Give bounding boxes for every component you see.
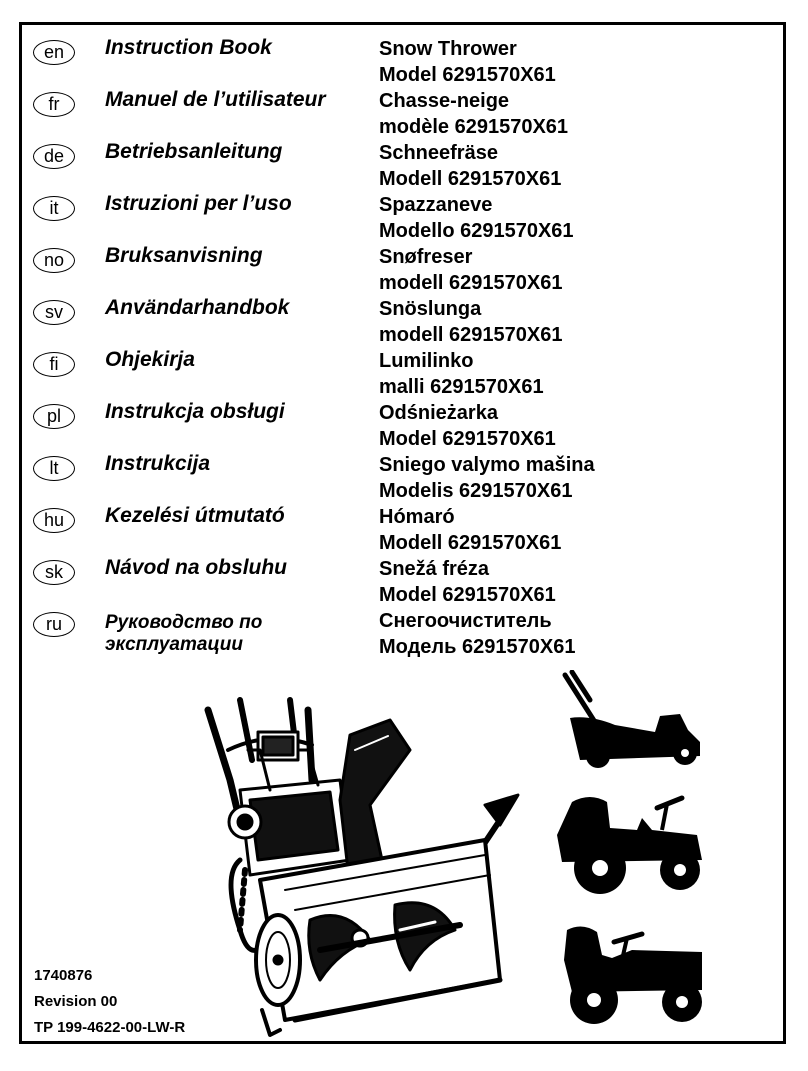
manual-title: Ohjekirja [105,348,195,371]
product-name: Snežá fréza [379,558,490,580]
language-code-badge: fr [33,92,75,117]
model-number: malli 6291570X61 [379,376,544,398]
revision: Revision 00 [34,993,118,1010]
product-info [379,88,568,140]
product-name: Lumilinko [379,350,474,372]
model-number: modèle 6291570X61 [379,116,569,138]
product-name: Schneefräse [379,142,498,164]
model-number: Modell 6291570X61 [379,168,562,190]
product-name: Chasse-neige [379,90,510,112]
language-code-badge: ru [33,612,75,637]
model-number: Modelis 6291570X61 [379,480,573,502]
language-code-badge: en [33,40,75,65]
language-row-lt [33,446,773,502]
language-row-it [33,186,773,242]
manual-title-line-1: Руководство по [105,612,263,633]
language-code-badge: de [33,144,75,169]
language-row-en [33,30,773,86]
product-name: Odśnieżarka [379,402,498,424]
product-info [379,140,561,192]
language-row-de [33,134,773,190]
manual-title: Betriebsanleitung [105,140,283,163]
language-code-badge: it [33,196,75,221]
language-row-pl [33,394,773,450]
manual-title: Instruction Book [105,36,272,59]
manual-title: Kezelési útmutató [105,504,285,527]
snow-thrower-illustration [200,690,530,1040]
language-code-badge: pl [33,404,75,429]
manual-title-line-2: эксплуатации [105,634,243,655]
model-number: Model 6291570X61 [379,584,556,606]
model-number: Модель 6291570X61 [379,636,576,658]
product-name: Snøfreser [379,246,473,268]
model-number: Modello 6291570X61 [379,220,574,242]
language-row-fr [33,82,773,138]
manual-title: Bruksanvisning [105,244,263,267]
manual-title: Manuel de l’utilisateur [105,88,326,111]
language-row-sk [33,550,773,606]
language-row-no [33,238,773,294]
language-code-badge: hu [33,508,75,533]
manual-title: Istruzioni per l’uso [105,192,292,215]
language-row-hu [33,498,773,554]
document-info [34,963,185,1041]
language-row-ru [33,602,773,658]
product-info [379,608,575,660]
model-number: Model 6291570X61 [379,428,556,450]
product-info [379,452,595,504]
model-number: modell 6291570X61 [379,272,563,294]
language-row-sv [33,290,773,346]
product-info [379,36,556,88]
manual-title: Instrukcja obsługi [105,400,285,423]
language-row-fi [33,342,773,398]
manual-title: Instrukcija [105,452,211,475]
language-code-badge: sv [33,300,75,325]
model-number: modell 6291570X61 [379,324,563,346]
part-number: 1740876 [34,967,93,984]
product-name: Snöslunga [379,298,482,320]
product-name: Sniego valymo mašina [379,454,595,476]
language-code-badge: sk [33,560,75,585]
tp-code: TP 199-4622-00-LW-R [34,1019,186,1036]
model-number: Model 6291570X61 [379,64,556,86]
product-info [379,192,574,244]
lawn-mower-silhouette [560,670,705,770]
product-info [379,244,562,296]
product-info [379,400,556,452]
product-info [379,504,561,556]
manual-title [105,612,262,656]
model-number: Modell 6291570X61 [379,532,562,554]
manual-title: Användarhandbok [105,296,290,319]
language-code-badge: no [33,248,75,273]
riding-mower-silhouette [552,790,707,900]
product-name: Spazzaneve [379,194,493,216]
language-code-badge: lt [33,456,75,481]
product-info [379,296,562,348]
product-name: Hómaró [379,506,455,528]
product-info [379,556,556,608]
product-info [379,348,544,400]
language-code-badge: fi [33,352,75,377]
garden-tractor-silhouette [552,920,707,1030]
product-name: Снегоочиститель [379,610,552,632]
product-name: Snow Thrower [379,38,517,60]
manual-title: Návod na obsluhu [105,556,288,579]
